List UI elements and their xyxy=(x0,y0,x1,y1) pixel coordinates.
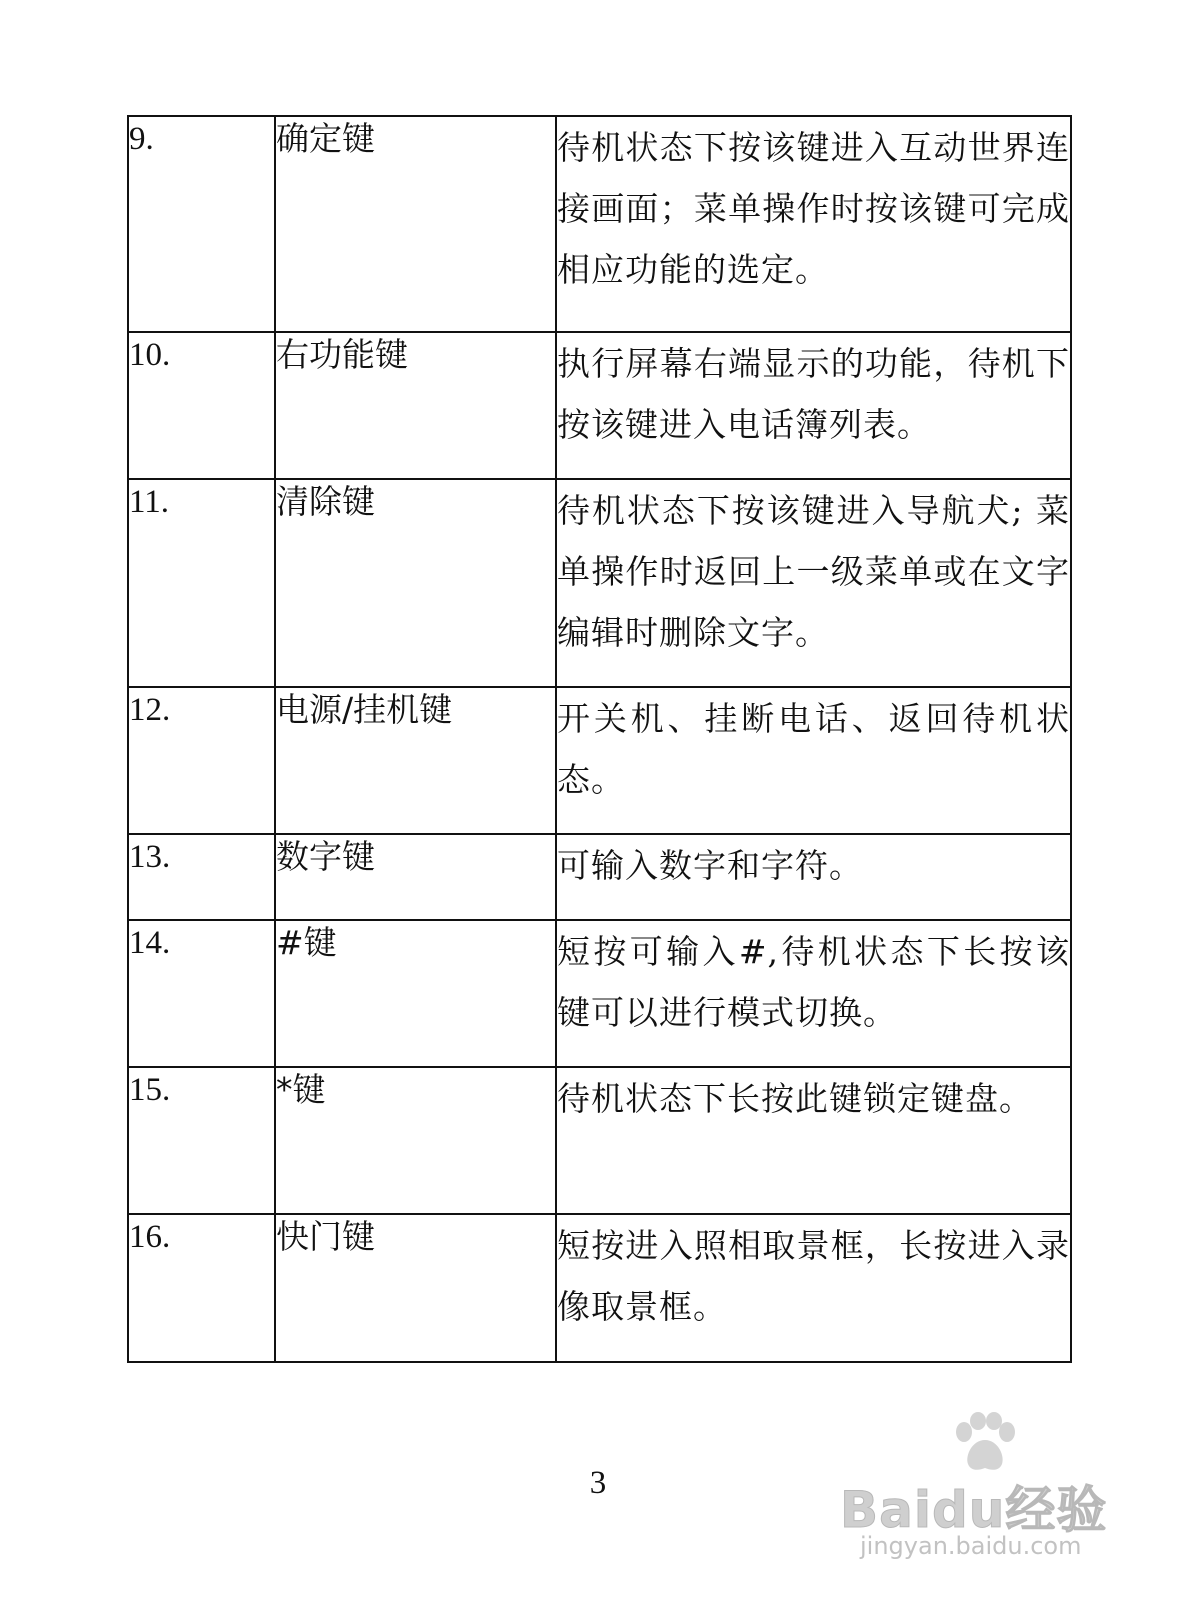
key-description: 可输入数字和字符。 xyxy=(556,834,1071,920)
table-row xyxy=(128,479,1071,687)
key-name: 清除键 xyxy=(275,479,556,687)
table-row xyxy=(128,1214,1071,1362)
row-number: 10. xyxy=(128,332,275,479)
key-name: 快门键 xyxy=(275,1214,556,1362)
table-row xyxy=(128,332,1071,479)
key-description: 执行屏幕右端显示的功能，待机下按该键进入电话簿列表。 xyxy=(556,332,1071,479)
key-description: 开关机、挂断电话、返回待机状态。 xyxy=(556,687,1071,834)
table-row xyxy=(128,687,1071,834)
row-number: 16. xyxy=(128,1214,275,1362)
watermark-logo-text: Baidu经验 xyxy=(840,1481,1108,1539)
row-number: 14. xyxy=(128,920,275,1067)
key-name: 确定键 xyxy=(275,116,556,332)
page-number: 3 xyxy=(589,1465,607,1501)
key-name: 数字键 xyxy=(275,834,556,920)
table-row xyxy=(128,834,1071,920)
key-description: 短按可输入#,待机状态下长按该键可以进行模式切换。 xyxy=(556,920,1071,1067)
key-name: 右功能键 xyxy=(275,332,556,479)
baidu-watermark xyxy=(840,1412,1110,1562)
table-row xyxy=(128,920,1071,1067)
row-number: 9. xyxy=(128,116,275,332)
row-number: 12. xyxy=(128,687,275,834)
key-description: 待机状态下按该键进入互动世界连接画面；菜单操作时按该键可完成相应功能的选定。 xyxy=(556,116,1071,332)
key-description: 短按进入照相取景框，长按进入录像取景框。 xyxy=(556,1214,1071,1362)
key-function-table xyxy=(127,115,1072,1363)
row-number: 11. xyxy=(128,479,275,687)
table-row xyxy=(128,1067,1071,1214)
row-number: 13. xyxy=(128,834,275,920)
key-name: 电源/挂机键 xyxy=(275,687,556,834)
row-number: 15. xyxy=(128,1067,275,1214)
key-description: 待机状态下按该键进入导航犬; 菜单操作时返回上一级菜单或在文字编辑时删除文字。 xyxy=(556,479,1071,687)
watermark-url: jingyan.baidu.com xyxy=(860,1532,1082,1560)
paw-icon xyxy=(950,1412,1020,1476)
key-description: 待机状态下长按此键锁定键盘。 xyxy=(556,1067,1071,1214)
table-row xyxy=(128,116,1071,332)
key-name: *键 xyxy=(275,1067,556,1214)
key-name: #键 xyxy=(275,920,556,1067)
